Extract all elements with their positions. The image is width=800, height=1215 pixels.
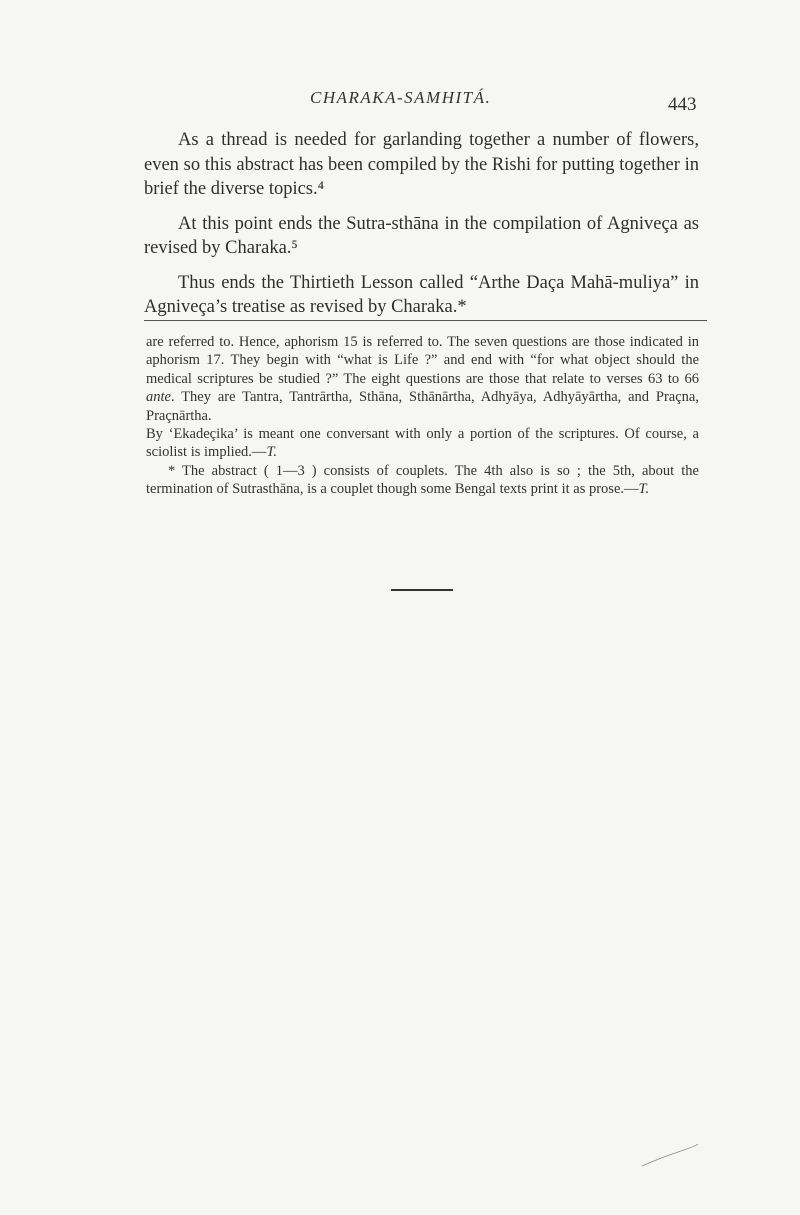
pencil-mark (640, 1140, 700, 1170)
footnote-separator (144, 320, 707, 321)
footnote-continued (146, 333, 699, 425)
footnote-star-signature: T. (638, 481, 650, 498)
paragraph-sutra-sthana-end: At this point ends the Sutra-sthāna in the compilation of Agniveça as revised by Charaka.⁵ (144, 213, 699, 258)
footnote-star (146, 462, 699, 499)
footnote-star-text: * The abstract ( 1—3 ) consists of couplets. The 4th also is so ; the 5th, about the termination of Sutrasthāna, is a couplet though some Bengal texts print it as prose.— (146, 462, 699, 498)
main-text (144, 128, 699, 330)
footnote-ekadecika (146, 425, 699, 462)
footnote-ante: ante (146, 389, 171, 406)
paragraph-lesson-end: Thus ends the Thirtieth Lesson called “Arthe Daça Mahā-muliya” in Agniveça’s treatise as revised by Charaka.* (144, 272, 699, 317)
footnote-continued-end: . They are Tantra, Tantrārtha, Sthāna, Sthānārtha, Adhyāya, Adhyāyārtha, and Praçna, Praçnārtha. (146, 389, 699, 424)
paragraph-thread: As a thread is needed for garlanding together a number of flowers, even so this abstract has been compiled by the Rishi for putting together in brief the diverse topics.⁴ (144, 130, 699, 199)
footnote-ekadecika-signature: T. (266, 444, 278, 461)
footnotes (146, 333, 699, 499)
footnote-ekadecika-text: By ‘Ekadeçika’ is meant one conversant with only a portion of the scriptures. Of course, a sciolist is implied.— (146, 426, 699, 461)
running-title: CHARAKA-SAMHITÁ. (310, 88, 492, 107)
page-number: 443 (668, 94, 697, 115)
end-ornament-rule (391, 589, 453, 591)
footnote-continued-text: are referred to. Hence, aphorism 15 is referred to. The seven questions are those indicated in aphorism 17. They begin with “what is Life ?” and end with “for what object should the medical scriptures be studied ?” The eight questions are those that relate to verses 63 to 66 (146, 334, 699, 387)
running-head (0, 88, 800, 118)
